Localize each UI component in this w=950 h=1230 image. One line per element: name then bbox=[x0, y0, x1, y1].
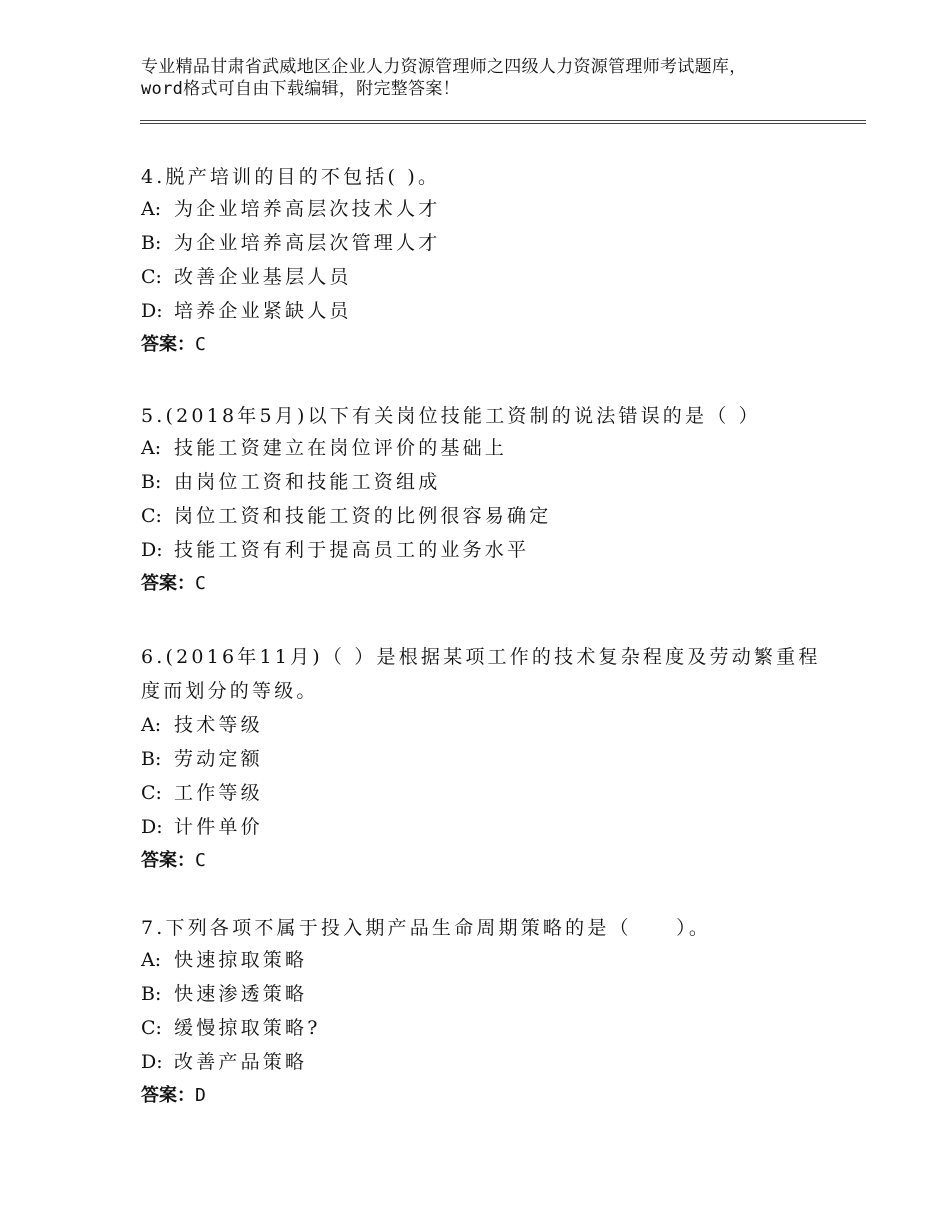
option-text: 技能工资有利于提高员工的业务水平 bbox=[174, 539, 530, 561]
option-d bbox=[141, 294, 821, 328]
answer-value: C bbox=[195, 850, 206, 871]
answer-line bbox=[141, 328, 821, 362]
option-a bbox=[141, 708, 821, 742]
question-stem: 4.脱产培训的目的不包括( )。 bbox=[141, 166, 441, 188]
option-text: 工作等级 bbox=[174, 782, 263, 804]
option-b bbox=[141, 742, 821, 776]
answer-label: 答案： bbox=[141, 1085, 195, 1106]
answer-label: 答案： bbox=[141, 573, 195, 594]
option-d bbox=[141, 810, 821, 844]
question-stem: 5.(2018年5月)以下有关岗位技能工资制的说法错误的是（ ） bbox=[141, 405, 761, 427]
option-b bbox=[141, 977, 821, 1011]
option-text: 培养企业紧缺人员 bbox=[174, 300, 352, 322]
option-text: 快速掠取策略 bbox=[174, 949, 308, 971]
option-key: C: bbox=[141, 1017, 162, 1039]
question-stem: 6.(2016年11月)（ ）是根据某项工作的技术复杂程度及劳动繁重程度而划分的等级。 bbox=[141, 646, 821, 702]
answer-line bbox=[141, 844, 821, 878]
answer-line bbox=[141, 1079, 821, 1113]
option-d bbox=[141, 533, 821, 567]
question-7 bbox=[141, 913, 821, 1113]
option-key: B: bbox=[141, 983, 162, 1005]
question-6 bbox=[141, 640, 821, 878]
answer-value: D bbox=[195, 1085, 206, 1106]
option-text: 技术等级 bbox=[174, 714, 263, 736]
answer-line bbox=[141, 567, 821, 601]
option-text: 为企业培养高层次管理人才 bbox=[174, 232, 441, 254]
option-key: A: bbox=[141, 437, 162, 459]
option-key: D: bbox=[141, 1051, 163, 1073]
option-b bbox=[141, 465, 821, 499]
answer-label: 答案： bbox=[141, 850, 195, 871]
option-key: B: bbox=[141, 471, 162, 493]
option-c bbox=[141, 776, 821, 810]
option-key: A: bbox=[141, 198, 162, 220]
answer-value: C bbox=[195, 573, 206, 594]
option-key: D: bbox=[141, 816, 163, 838]
option-a bbox=[141, 192, 821, 226]
option-b bbox=[141, 226, 821, 260]
header-divider bbox=[140, 120, 866, 125]
option-c bbox=[141, 260, 821, 294]
option-c bbox=[141, 499, 821, 533]
answer-value: C bbox=[195, 334, 206, 355]
option-key: D: bbox=[141, 539, 163, 561]
option-a bbox=[141, 943, 821, 977]
option-key: A: bbox=[141, 714, 162, 736]
question-5 bbox=[141, 401, 821, 601]
document-title: 专业精品甘肃省武威地区企业人力资源管理师之四级人力资源管理师考试题库，word格式可自由下载编辑，附完整答案！ bbox=[141, 57, 747, 99]
option-a bbox=[141, 431, 821, 465]
option-text: 计件单价 bbox=[174, 816, 263, 838]
question-4 bbox=[141, 162, 821, 362]
option-text: 岗位工资和技能工资的比例很容易确定 bbox=[174, 505, 552, 527]
option-text: 劳动定额 bbox=[174, 748, 263, 770]
answer-label: 答案： bbox=[141, 334, 195, 355]
option-text: 改善企业基层人员 bbox=[174, 266, 352, 288]
option-c bbox=[141, 1011, 821, 1045]
option-text: 缓慢掠取策略? bbox=[174, 1017, 321, 1039]
option-key: B: bbox=[141, 748, 162, 770]
option-key: A: bbox=[141, 949, 162, 971]
option-d bbox=[141, 1045, 821, 1079]
option-text: 快速渗透策略 bbox=[174, 983, 308, 1005]
option-key: C: bbox=[141, 266, 162, 288]
question-stem: 7.下列各项不属于投入期产品生命周期策略的是（ ）。 bbox=[141, 917, 712, 939]
option-key: C: bbox=[141, 782, 162, 804]
option-text: 技能工资建立在岗位评价的基础上 bbox=[174, 437, 508, 459]
option-key: D: bbox=[141, 300, 163, 322]
option-key: B: bbox=[141, 232, 162, 254]
option-text: 改善产品策略 bbox=[174, 1051, 308, 1073]
option-key: C: bbox=[141, 505, 162, 527]
option-text: 由岗位工资和技能工资组成 bbox=[174, 471, 441, 493]
option-text: 为企业培养高层次技术人才 bbox=[174, 198, 441, 220]
